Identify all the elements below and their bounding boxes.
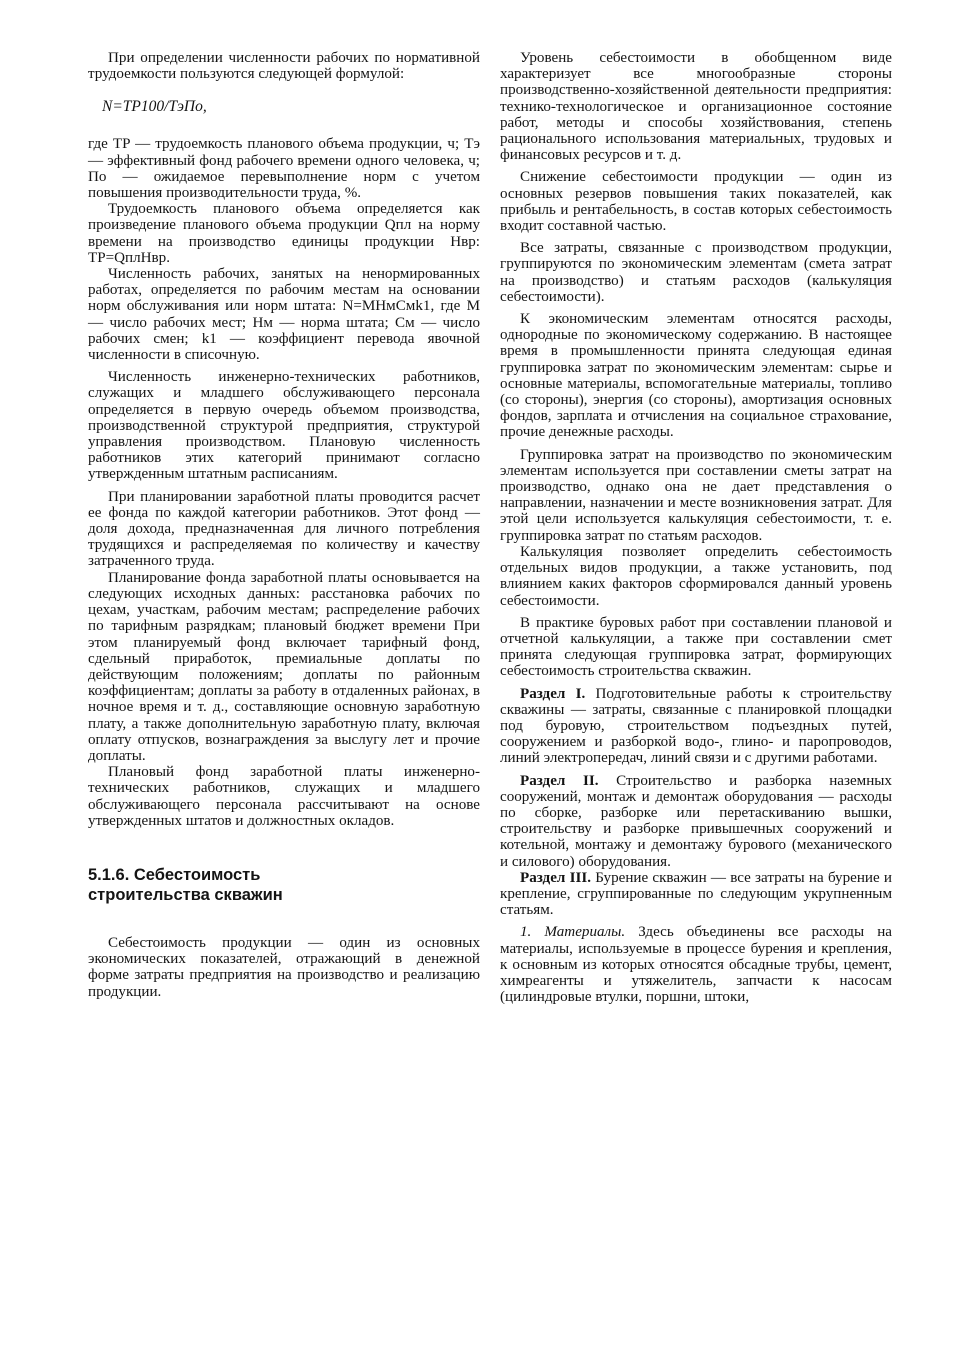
paragraph-planned-fund: Плановый фонд заработной платы инженерно-технических работников, служащих и младшего обслуживающего персонала рассчитывают на основе утвержденных штатов и должностных окладов. bbox=[88, 764, 480, 829]
materials-label: 1. Материалы. bbox=[520, 924, 626, 941]
section-heading-line-2: строительства скважин bbox=[88, 885, 283, 904]
section-3-label: Раздел III. bbox=[520, 869, 591, 886]
paragraph-section-3 bbox=[500, 870, 892, 919]
paragraph-labor-intensity: Трудоемкость планового объема определяется как произведение планового объема продукции Qпл на норму времени на производство единицы продукции Hвр: TP=QплHвр. bbox=[88, 201, 480, 266]
paragraph-materials bbox=[500, 924, 892, 1005]
section-3-text: Бурение скважин — все затраты на бурение и крепление, сгруппированные по следующим укрупненным статьям. bbox=[500, 869, 893, 919]
headcount-formula: N=TP100/TэПо, bbox=[102, 98, 207, 116]
right-column bbox=[500, 50, 892, 1005]
paragraph-non-normed-work: Численность рабочих, занятых на ненормированных работах, определяется по рабочим местам на основании норм обслуживания или норм штата: N=MHмCмk1, где M — число рабочих мест; Hм — норма штата; Cм — число рабочих смен; k1 — коэффициент перевода явочной численности в списочную. bbox=[88, 266, 480, 364]
section-heading-line-1: 5.1.6. Себестоимость bbox=[88, 865, 261, 884]
paragraph-drilling-practice: В практике буровых работ при составлении плановой и отчетной калькуляции, а также при составлении смет принята следующая группировка затрат, формирующих себестоимость строительства скважин. bbox=[500, 614, 892, 680]
paragraph-cost-level: Уровень себестоимости в обобщенном виде характеризует все многообразные стороны производственно-хозяйственной деятельности предприятия: технико-технологическое и организационное состояние работ, методы и способы хозяйствования, степень рационального использования материальных, трудовых и финансовых ресурсов и т. д. bbox=[500, 50, 892, 164]
section-2-text: Строительство и разборка наземных сооружений, монтаж и демонтаж оборудования — расходы по сборке, разборке или перетаскиванию вышки, строительству и разборке привышечных сооружений и котельной, монтажу и демонтажу бурового (механического и силового) оборудования. bbox=[500, 772, 892, 870]
paragraph-wage-planning: При планировании заработной платы проводится расчет ее фонда по каждой категории работников. Этот фонд — доля дохода, предназначенная для личного потребления трудящихся и распределяемая по количеству и качеству затраченного труда. bbox=[88, 488, 480, 570]
section-1-text: Подготовительные работы к строительству скважины — затраты, связанные с планировкой площадки под буровую, строительством подъездных путей, сооружением и разборкой водо-, глино- и паропроводов, линий электропередач, линий связи и с другими работами. bbox=[500, 685, 892, 767]
paragraph-cost-reduction: Снижение себестоимости продукции — один из основных резервов повышения таких показателей, как прибыль и рентабельность, в состав которых себестоимость входит составной частью. bbox=[500, 169, 892, 235]
paragraph-cost-definition: Себестоимость продукции — один из основных экономических показателей, отражающий в денежной форме затраты предприятия на производство и реализацию продукции. bbox=[88, 934, 480, 1000]
left-column bbox=[88, 50, 480, 1000]
paragraph-wage-fund: Планирование фонда заработной платы основывается на следующих исходных данных: расстановка рабочих по цехам, участкам, рабочим местам; распределение рабочих по тарифным разрядкам; плановый бюджет времени При этом планируемый фонд включает тарифный фонд, сдельный приработок, премиальные доплаты по действующим положениям; доплаты по районным коэффициентам; доплаты за работу в отдаленных районах, в ночное время и т. д., составляющие основную заработную плату, а также дополнительную заработную плату, включая оплату отпусков, вознаграждения за выслугу лет и прочие доплаты. bbox=[88, 569, 480, 764]
section-1-label: Раздел I. bbox=[520, 685, 586, 702]
paragraph-cost-grouping: Группировка затрат на производство по экономическим элементам используется при составлении сметы затрат на производство, однако она не дает представления о направлении, назначении и месте возникновения затрат. Для этой цели используется калькуляция себестоимости, т. е. группировка затрат по статьям расходов. bbox=[500, 446, 892, 544]
paragraph-engineering-staff: Численность инженерно-технических работников, служащих и младшего обслуживающего персонала определяется в первую очередь объемом производства, производственной структурой предприятия, структурой управления производством. Плановую численность работников этих категорий принимают согласно утвержденным штатным расписаниям. bbox=[88, 369, 480, 483]
paragraph-section-2 bbox=[500, 773, 892, 870]
paragraph-all-costs: Все затраты, связанные с производством продукции, группируются по экономическим элементам (смета затрат на производство) и статьям расходов (калькуляция себестоимости). bbox=[500, 240, 892, 305]
paragraph-calculation: Калькуляция позволяет определить себестоимость отдельных видов продукции, а также установить, под влиянием каких факторов сформировался данный уровень себестоимости. bbox=[500, 543, 892, 609]
paragraph-section-1 bbox=[500, 686, 892, 767]
paragraph-formula-intro: При определении численности рабочих по нормативной трудоемкости пользуются следующей формулой: bbox=[88, 50, 480, 83]
section-2-label: Раздел II. bbox=[520, 772, 599, 789]
materials-text: Здесь объединены все расходы на материалы, используемые в процессе бурения и крепления, к основным из которых относятся обсадные трубы, цемент, химреагенты и утяжелитель, запчасти к насосам (цилиндровые втулки, поршни, штоки, bbox=[500, 924, 892, 1006]
paragraph-formula-legend: где TP — трудоемкость планового объема продукции, ч; Tэ — эффективный фонд рабочего времени одного человека, ч; По — ожидаемое перевыполнение норм с учетом повышения производительности труда, %. bbox=[88, 136, 480, 202]
paragraph-economic-elements: К экономическим элементам относятся расходы, однородные по экономическому содержанию. В настоящее время в промышленности принята следующая единая группировка затрат по экономическим элементам: сырье и основные материалы, вспомогательные материалы, топливо (со стороны), энергия (со стороны), амортизация основных фондов, зарплата и отчисления на социальное страхование, прочие денежные расходы. bbox=[500, 311, 892, 441]
section-heading bbox=[88, 865, 480, 905]
